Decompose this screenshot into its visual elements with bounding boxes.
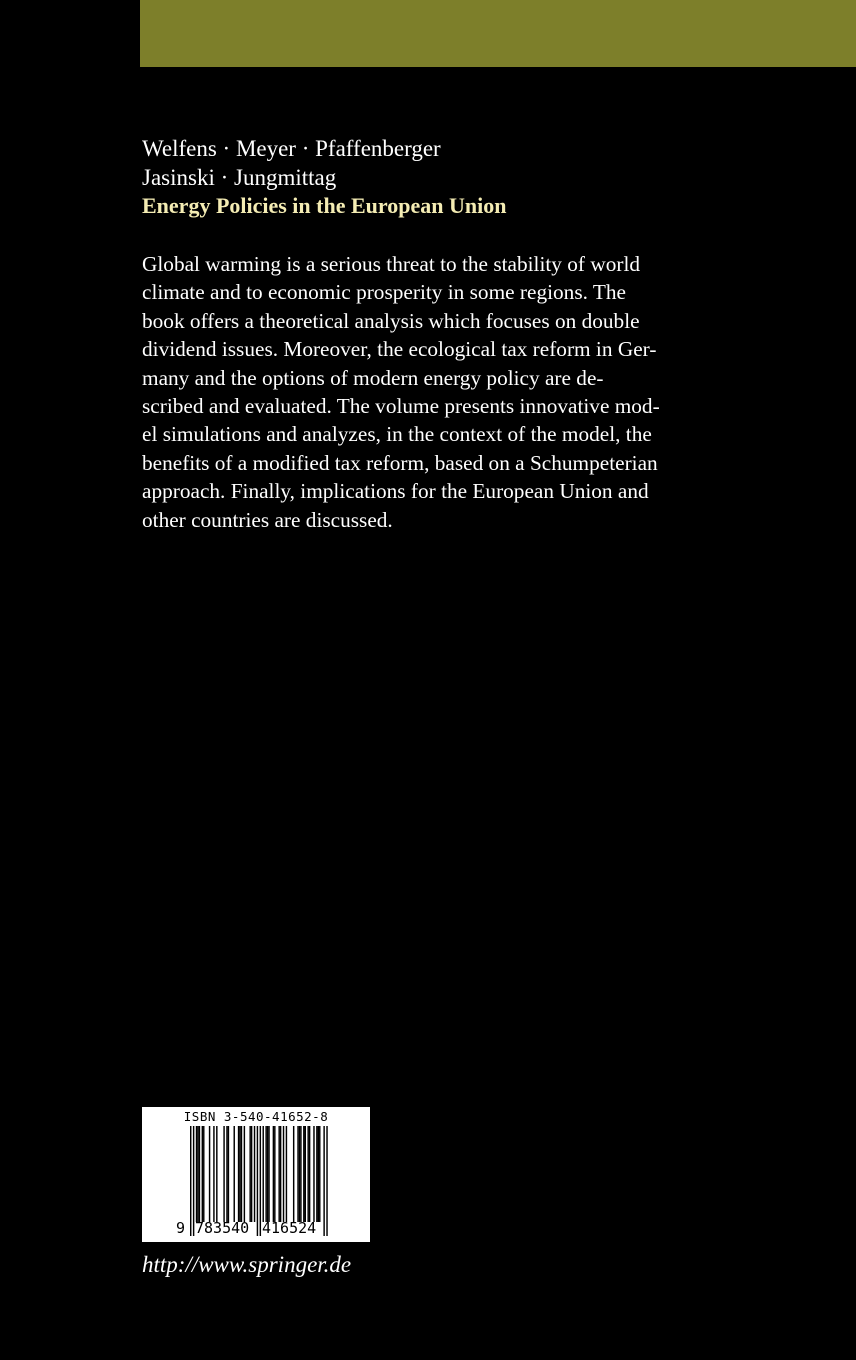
barcode-bar <box>202 1126 203 1222</box>
description-line: other countries are discussed. <box>142 507 393 532</box>
barcode-bar <box>286 1126 287 1222</box>
barcode-bar <box>307 1126 308 1222</box>
barcode-bar <box>239 1126 240 1222</box>
ean-first-digit: 9 <box>176 1219 186 1237</box>
top-color-band <box>140 0 856 67</box>
author-line-2: Jasinski · Jungmittag <box>142 164 337 190</box>
isbn-label: ISBN 3-540-41652-8 <box>183 1109 329 1124</box>
barcode-bar <box>309 1126 310 1222</box>
barcode-bar <box>305 1126 306 1222</box>
barcode-bar <box>249 1126 250 1222</box>
barcode-bar <box>278 1126 279 1222</box>
barcode-bar <box>263 1126 264 1222</box>
barcode-bar <box>319 1126 320 1222</box>
description-line: benefits of a modified tax reform, based on a Schumpeterian <box>142 450 658 475</box>
barcode-bar <box>273 1126 274 1222</box>
barcode-bar <box>234 1126 235 1222</box>
description-line: el simulations and analyzes, in the context of the model, the <box>142 422 652 447</box>
barcode-bar <box>228 1126 229 1222</box>
barcode-bar <box>203 1126 204 1222</box>
barcode-bar <box>226 1126 227 1222</box>
book-title: Energy Policies in the European Union <box>142 193 507 218</box>
barcode-bar <box>241 1126 242 1222</box>
barcode-bar <box>318 1126 319 1222</box>
barcode-bar <box>274 1126 275 1222</box>
barcode-bar <box>283 1126 284 1222</box>
isbn-barcode <box>142 1107 370 1242</box>
barcode-bar <box>251 1126 252 1222</box>
description-line: book offers a theoretical analysis which focuses on double <box>142 308 640 333</box>
description-line: approach. Finally, implications for the European Union and <box>142 479 649 504</box>
barcode-bar <box>268 1126 269 1222</box>
book-description <box>142 250 702 534</box>
ean-right-group: 416524 <box>262 1219 317 1237</box>
barcode-bar <box>300 1126 301 1222</box>
barcode-bar <box>265 1126 266 1222</box>
ean-left-group: 783540 <box>195 1219 250 1237</box>
publisher-url[interactable]: http://www.springer.de <box>142 1252 352 1277</box>
barcode-bar <box>196 1126 197 1222</box>
description-line: dividend issues. Moreover, the ecological tax reform in Ger- <box>142 337 657 362</box>
barcode-bar <box>254 1126 255 1222</box>
author-list <box>142 135 441 192</box>
ean-digits <box>142 1219 370 1241</box>
barcode-bar <box>223 1126 224 1222</box>
barcode-bar <box>238 1126 239 1222</box>
barcode-bar <box>216 1126 217 1222</box>
barcode-bar <box>316 1126 317 1222</box>
barcode-bar <box>267 1126 268 1222</box>
barcode-bar <box>299 1126 300 1222</box>
barcode-bar <box>293 1126 294 1222</box>
description-line: scribed and evaluated. The volume presents innovative mod- <box>142 394 660 419</box>
barcode-bar <box>297 1126 298 1222</box>
description-line: many and the options of modern energy policy are de- <box>142 365 604 390</box>
barcode-bar <box>313 1126 314 1222</box>
barcode-bar <box>280 1126 281 1222</box>
barcode-bar <box>303 1126 304 1222</box>
barcode-bar <box>244 1126 245 1222</box>
description-line: climate and to economic prosperity in some regions. The <box>142 280 626 305</box>
barcode-bar <box>213 1126 214 1222</box>
author-line-1: Welfens · Meyer · Pfaffenberger <box>142 136 441 161</box>
barcode-bar <box>199 1126 200 1222</box>
barcode-bar <box>209 1126 210 1222</box>
barcode-bar <box>197 1126 198 1222</box>
description-line: Global warming is a serious threat to the stability of world <box>142 252 641 276</box>
